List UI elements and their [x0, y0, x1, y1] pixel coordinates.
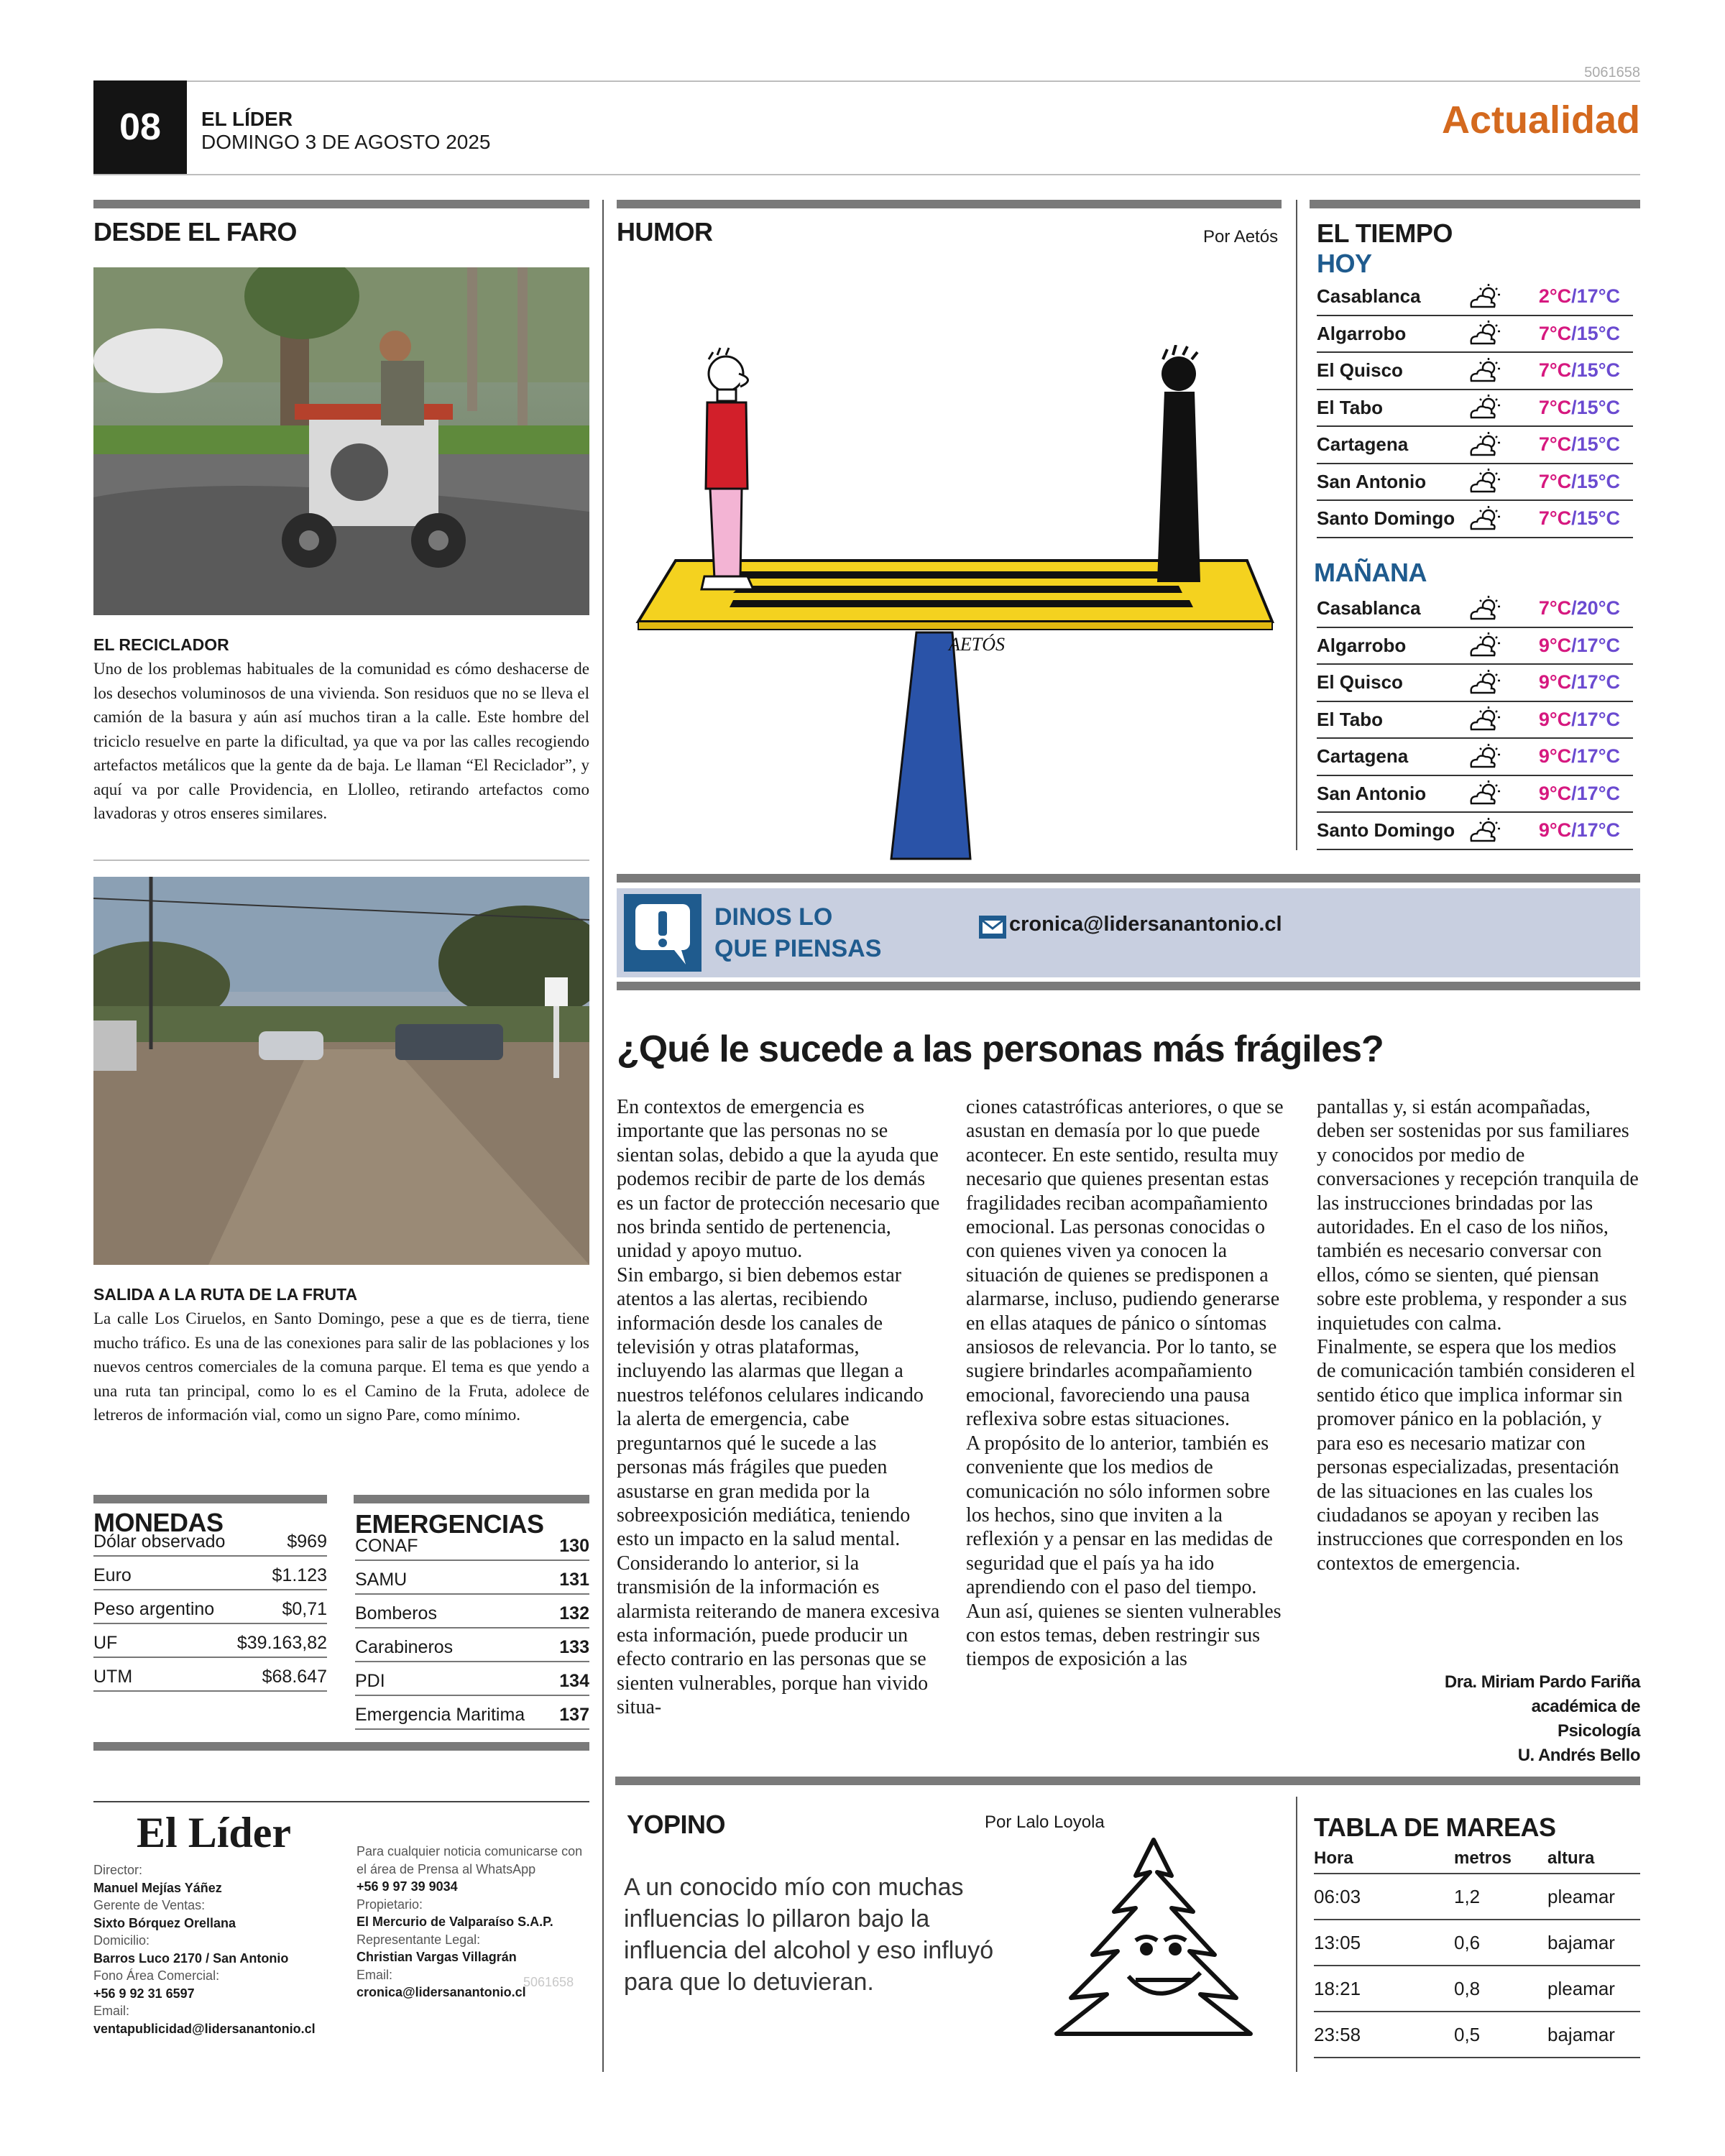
whatsapp-intro: Para cualquier noticia comunicarse con el área de Prensa al WhatsApp — [356, 1844, 583, 1876]
temp-max: /15°C — [1571, 322, 1620, 344]
weather-temperature — [1539, 709, 1633, 731]
column-divider — [1296, 1797, 1297, 2072]
partly-sunny-icon — [1464, 505, 1507, 533]
temp-min: 9°C — [1538, 819, 1572, 842]
weather-temperature — [1539, 397, 1633, 419]
temp-max: /17°C — [1571, 745, 1620, 768]
emergencia-row — [355, 1595, 589, 1628]
humor-cartoon — [632, 345, 1279, 862]
weather-row — [1317, 464, 1633, 502]
moneda-value: $969 — [287, 1531, 327, 1552]
partly-sunny-icon — [1464, 668, 1507, 697]
tide-type: bajamar — [1547, 1931, 1615, 1953]
partly-sunny-icon — [1464, 705, 1507, 734]
tide-type: bajamar — [1547, 2023, 1615, 2045]
weather-city: El Quisco — [1317, 359, 1403, 382]
manana-label: MAÑANA — [1314, 558, 1427, 587]
mareas-rows — [1314, 1874, 1640, 2058]
weather-city: Algarrobo — [1317, 322, 1407, 344]
emergencia-row — [355, 1534, 589, 1561]
yopino-text: A un conocido mío con muchas influencias lo pillaron bajo la influencia del alcohol y eso influyó para que lo detuvieran. — [624, 1874, 994, 1996]
paragraph: Considerando lo anterior, si la transmisión de la información es alarmista reiterando de manera excesiva esta información, puede producir un efecto contrario en las personas que se sienten vulnerables, porque han vivido situa- — [617, 1552, 940, 1719]
moneda-label: Peso argentino — [93, 1599, 215, 1619]
weather-city: Santo Domingo — [1317, 507, 1455, 530]
weather-temperature — [1539, 323, 1633, 345]
temp-max: /17°C — [1571, 782, 1620, 804]
watermark: 5061658 — [523, 1975, 574, 1989]
monedas-table — [93, 1529, 327, 1692]
article-column-3 — [1317, 1095, 1640, 1575]
yopino-tree-drawing — [1028, 1833, 1279, 2048]
monedas-row — [93, 1590, 327, 1624]
tide-row — [1314, 1966, 1640, 2012]
weather-row — [1317, 702, 1633, 740]
mareas-table — [1314, 1844, 1640, 2058]
weather-temperature — [1539, 507, 1633, 530]
staff-value: Barros Luco 2170 / San Antonio — [93, 1950, 289, 1966]
weather-temperature — [1539, 359, 1633, 382]
hoy-label: HOY — [1317, 249, 1372, 278]
feedback-email[interactable]: cronica@lidersanantonio.cl — [1009, 913, 1282, 936]
temp-max: /17°C — [1571, 634, 1620, 656]
paragraph: Sin embargo, si bien debemos estar atentos a las alertas, recibiendo información desde los canales de televisión y otras plataformas, incluyendo las alarmas que llegan a nuestros teléfonos celulares indicando la alerta de emergencia, cabe preguntarnos qué le sucede a las personas más frágiles que pueden asustarse en gran medida por la sobreexposición mediática, teniendo esto un impacto en la salud mental. — [617, 1263, 924, 1551]
partly-sunny-icon — [1464, 594, 1507, 623]
weather-city: Santo Domingo — [1317, 819, 1455, 842]
weather-temperature — [1539, 635, 1633, 657]
temp-min: 2°C — [1538, 285, 1572, 308]
mareas-title: TABLA DE MAREAS — [1314, 1812, 1556, 1842]
author-name: Dra. Miriam Pardo Fariña — [1444, 1672, 1640, 1692]
staff-value: Manuel Mejías Yáñez — [93, 1880, 222, 1895]
contact-label: Propietario: — [356, 1897, 423, 1912]
emergencia-row — [355, 1696, 589, 1730]
temp-min: 7°C — [1538, 359, 1572, 382]
temp-max: /17°C — [1571, 671, 1620, 694]
header-altura: altura — [1547, 1848, 1595, 1868]
tide-time: 06:03 — [1314, 1885, 1361, 1907]
tide-row — [1314, 2012, 1640, 2058]
emergencia-number: 130 — [559, 1536, 589, 1556]
weather-row — [1317, 665, 1633, 702]
moneda-value: $68.647 — [262, 1667, 327, 1687]
mail-icon — [979, 916, 1006, 939]
temp-min: 7°C — [1538, 322, 1572, 344]
partly-sunny-icon — [1464, 282, 1507, 311]
emergencia-number: 133 — [559, 1637, 589, 1657]
emergencia-label: CONAF — [355, 1536, 418, 1556]
weather-row — [1317, 316, 1633, 354]
weather-city: Cartagena — [1317, 433, 1409, 456]
emergencias-title: EMERGENCIAS — [355, 1509, 544, 1539]
tide-height: 0,8 — [1454, 1977, 1481, 1999]
emergencia-row — [355, 1662, 589, 1696]
weather-temperature — [1539, 783, 1633, 805]
weather-temperature — [1539, 597, 1633, 619]
emergencia-number: 137 — [559, 1705, 589, 1725]
road-caption-title: SALIDA A LA RUTA DE LA FRUTA — [93, 1285, 358, 1304]
emergencia-number: 132 — [559, 1603, 589, 1623]
weather-row — [1317, 813, 1633, 850]
partly-sunny-icon — [1464, 631, 1507, 660]
moneda-value: $1.123 — [272, 1565, 327, 1585]
section-bar — [617, 982, 1640, 990]
column-divider — [602, 200, 604, 2072]
article-column-1 — [617, 1095, 940, 1720]
recycler-caption-title: EL RECICLADOR — [93, 635, 229, 654]
article-column-2 — [966, 1095, 1289, 1672]
dinos-heading — [714, 901, 881, 964]
road-caption-text: La calle Los Ciruelos, en Santo Domingo, pese a que es de tierra, tiene mucho tráfico. Es una de las conexiones para salir de las poblaciones y los nuevos centros comerciales de la comuna parque. El tema es que yendo a una ruta tan principal, como lo es el Camino de la Fruta, adolece de letreros de información vial, como un signo Pare, como mínimo. — [93, 1309, 589, 1424]
tide-height: 1,2 — [1454, 1885, 1481, 1907]
weather-row — [1317, 776, 1633, 814]
header-metros: metros — [1454, 1848, 1512, 1868]
weather-row — [1317, 628, 1633, 665]
temp-min: 7°C — [1538, 470, 1572, 492]
weather-temperature — [1539, 745, 1633, 768]
masthead-logo: El Líder — [137, 1809, 292, 1856]
weather-city: El Quisco — [1317, 671, 1403, 694]
weather-row — [1317, 739, 1633, 776]
mareas-header-row — [1314, 1844, 1640, 1874]
weather-city: Casablanca — [1317, 285, 1421, 308]
partly-sunny-icon — [1464, 779, 1507, 808]
emergencia-label: Carabineros — [355, 1637, 454, 1657]
dinos-line2: QUE PIENSAS — [714, 935, 882, 962]
temp-max: /17°C — [1571, 819, 1620, 842]
author-university: U. Andrés Bello — [1517, 1746, 1640, 1765]
paper-name: EL LÍDER — [201, 108, 293, 130]
page-number: 08 — [93, 80, 187, 174]
staff-label: Email: — [93, 2004, 130, 2018]
section-bar — [93, 200, 589, 208]
humor-byline: Por Aetós — [1203, 227, 1279, 247]
author-role: académica de — [1531, 1697, 1640, 1716]
desde-el-faro-title: DESDE EL FARO — [93, 217, 297, 247]
humor-title: HUMOR — [617, 217, 713, 247]
weather-row — [1317, 501, 1633, 538]
tide-type: pleamar — [1547, 1885, 1615, 1907]
staff-label: Fono Área Comercial: — [93, 1968, 220, 1983]
author-field: Psicología — [1557, 1721, 1640, 1741]
contact-label: Representante Legal: — [356, 1932, 481, 1947]
paragraph: En contextos de emergencia es importante que las personas no se sientan solas, debido a que la ayuda que podemos recibir de parte de los demás es un factor de protección necesario que nos brinda sentido de pertenencia, unidad y apoyo mutuo. — [617, 1096, 940, 1263]
temp-min: 9°C — [1538, 708, 1572, 730]
emergencia-label: Bomberos — [355, 1603, 437, 1623]
temp-max: /15°C — [1571, 396, 1620, 418]
temp-min: 9°C — [1538, 634, 1572, 656]
temp-max: /17°C — [1571, 285, 1620, 308]
tide-time: 23:58 — [1314, 2023, 1361, 2045]
recycler-caption-text: Uno de los problemas habituales de la comunidad es cómo deshacerse de los desechos voluminosos de una vivienda. Son residuos que no se lleva el camión de la basura y aún así muchos tiran a la calle. Este hombre del triciclo resuelve en parte la dificultad, ya que va por las calles recogiendo artefactos metálicos que la gente da de baja. Le llaman “El Reciclador”, y aquí va por calle Providencia, en Llolleo, retirando artefactos como lavadoras y otros enseres similares. — [93, 660, 589, 822]
masthead-staff — [93, 1861, 338, 2037]
staff-label: Domicilio: — [93, 1933, 150, 1948]
contact-value: Christian Vargas Villagrán — [356, 1950, 517, 1964]
header-top-rule — [93, 80, 1640, 82]
moneda-label: Dólar observado — [93, 1531, 226, 1552]
emergencia-label: SAMU — [355, 1570, 408, 1590]
article-title: ¿Qué le sucede a las personas más frágiles? — [617, 1028, 1384, 1070]
tide-row — [1314, 1920, 1640, 1966]
recycler-photo — [93, 267, 589, 615]
partly-sunny-icon — [1464, 430, 1507, 459]
monedas-row — [93, 1658, 327, 1692]
section-title: Actualidad — [1441, 98, 1640, 142]
publication-date: DOMINGO 3 DE AGOSTO 2025 — [201, 131, 491, 153]
whatsapp-number: +56 9 97 39 9034 — [356, 1879, 458, 1894]
paragraph: pantallas y, si están acompañadas, deben ser sostenidas por sus familiares y conocidos por medio de conversaciones y recepción tranquila de las instrucciones brindadas por las autoridades. En el caso de los niños, también es necesario conversar con ellos, cómo se sienten, qué piensan sobre este problema, y responder a sus inquietudes con calma. — [1317, 1096, 1639, 1335]
emergencia-label: PDI — [355, 1671, 385, 1691]
monedas-row — [93, 1557, 327, 1590]
emergencias-table — [355, 1534, 589, 1730]
moneda-label: Euro — [93, 1565, 132, 1585]
temp-max: /15°C — [1571, 470, 1620, 492]
temp-min: 7°C — [1538, 433, 1572, 456]
reference-id: 5061658 — [1584, 65, 1640, 80]
yopino-byline: Por Lalo Loyola — [985, 1812, 1105, 1832]
weather-city: El Tabo — [1317, 396, 1383, 418]
header-bottom-rule — [93, 174, 1640, 175]
yopino-title: YOPINO — [627, 1810, 726, 1839]
emergencia-row — [355, 1561, 589, 1595]
section-bar — [1310, 200, 1640, 208]
partly-sunny-icon — [1464, 467, 1507, 496]
staff-value: ventapublicidad@lidersanantonio.cl — [93, 2021, 316, 2036]
tide-height: 0,5 — [1454, 2023, 1481, 2045]
paragraph: ciones catastróficas anteriores, o que se asustan en demasía por lo que puede acontecer. En este sentido, resulta muy necesario que quienes presentan estas fragilidades reciban acompañamiento emocional. Las personas conocidas o con quienes viven ya conocen la situación de quienes se predisponen a alarmarse, incluso, pudiendo generarse en ellas ataques de pánico o síntomas ansiosos de relevancia. Por lo tanto, se sugiere brindarles acompañamiento emocional, favoreciendo una pausa reflexiva sobre estas situaciones. — [966, 1096, 1284, 1431]
tide-time: 18:21 — [1314, 1977, 1361, 1999]
contact-value: El Mercurio de Valparaíso S.A.P. — [356, 1915, 553, 1929]
temp-max: /15°C — [1571, 359, 1620, 382]
weather-city: San Antonio — [1317, 782, 1427, 804]
partly-sunny-icon — [1464, 356, 1507, 385]
temp-min: 7°C — [1538, 396, 1572, 418]
dinos-line1: DINOS LO — [714, 903, 833, 931]
staff-value: +56 9 92 31 6597 — [93, 1986, 195, 2001]
paragraph: Finalmente, se espera que los medios de comunicación también consideren el sentido ético que implica informar sin promover pánico en la población, y para eso es necesario matizar con personas especializadas, presentación de las situaciones en las cuales los ciudadanos se apoyan y reciben las instrucciones que corresponden en los contextos de emergencia. — [1317, 1336, 1636, 1575]
weather-row — [1317, 279, 1633, 316]
weather-temperature — [1539, 471, 1633, 493]
moneda-label: UF — [93, 1633, 118, 1653]
weather-city: San Antonio — [1317, 470, 1427, 492]
moneda-label: UTM — [93, 1667, 133, 1687]
temp-max: /15°C — [1571, 507, 1620, 530]
weather-today-table — [1317, 279, 1633, 538]
masthead-rule — [93, 1801, 589, 1802]
temp-min: 9°C — [1538, 745, 1572, 768]
weather-temperature — [1539, 671, 1633, 694]
tide-type: pleamar — [1547, 1977, 1615, 1999]
partly-sunny-icon — [1464, 319, 1507, 348]
temp-min: 9°C — [1538, 671, 1572, 694]
weather-row — [1317, 591, 1633, 628]
emergencias-bar — [354, 1495, 589, 1503]
monedas-row — [93, 1529, 327, 1557]
weather-city: Casablanca — [1317, 597, 1421, 619]
contact-label: Email: — [356, 1967, 393, 1982]
monedas-title: MONEDAS — [93, 1508, 224, 1537]
section-bar — [617, 874, 1640, 883]
temp-max: /15°C — [1571, 433, 1620, 456]
monedas-bar — [93, 1495, 327, 1503]
emergencia-number: 134 — [559, 1671, 589, 1691]
monedas-row — [93, 1624, 327, 1658]
feedback-icon — [624, 894, 702, 972]
article-author — [1445, 1670, 1640, 1768]
weather-tomorrow-table — [1317, 591, 1633, 850]
tiempo-title: EL TIEMPO — [1317, 218, 1453, 248]
emergencia-row — [355, 1628, 589, 1662]
tide-height: 0,6 — [1454, 1931, 1481, 1953]
weather-city: Algarrobo — [1317, 634, 1407, 656]
partly-sunny-icon — [1464, 816, 1507, 845]
weather-temperature — [1539, 433, 1633, 456]
moneda-value: $0,71 — [282, 1599, 327, 1619]
section-bar — [615, 1777, 1640, 1785]
section-bar — [93, 1742, 589, 1751]
tide-time: 13:05 — [1314, 1931, 1361, 1953]
emergencia-label: Emergencia Maritima — [355, 1705, 525, 1725]
temp-max: /20°C — [1571, 597, 1620, 619]
temp-min: 7°C — [1538, 507, 1572, 530]
staff-value: Sixto Bórquez Orellana — [93, 1915, 236, 1930]
cartoon-signature: AETÓS — [949, 634, 1005, 655]
section-bar — [617, 200, 1282, 208]
weather-city: El Tabo — [1317, 708, 1383, 730]
weather-row — [1317, 353, 1633, 390]
temp-min: 7°C — [1538, 597, 1572, 619]
column-divider — [1296, 200, 1297, 850]
weather-temperature — [1539, 285, 1633, 308]
temp-max: /17°C — [1571, 708, 1620, 730]
emergencia-number: 131 — [559, 1570, 589, 1590]
dirt-road-photo — [93, 877, 589, 1265]
tide-row — [1314, 1874, 1640, 1920]
header-hora: Hora — [1314, 1848, 1353, 1868]
weather-city: Cartagena — [1317, 745, 1409, 768]
weather-temperature — [1539, 819, 1633, 842]
contact-value: cronica@lidersanantonio.cl — [356, 1985, 526, 1999]
partly-sunny-icon — [1464, 393, 1507, 422]
staff-label: Gerente de Ventas: — [93, 1898, 206, 1912]
temp-min: 9°C — [1538, 782, 1572, 804]
staff-label: Director: — [93, 1863, 143, 1877]
partly-sunny-icon — [1464, 742, 1507, 771]
weather-row — [1317, 390, 1633, 428]
paragraph: A propósito de lo anterior, también es conveniente que los medios de comunicación no sólo informen sobre los hechos, sino que inviten a la reflexión y a pensar en las medidas de seguridad que el país ya ha ido aprendiendo con el paso del tiempo. Aun así, quienes se sienten vulnerables con estos temas, deben restringir sus tiempos de exposición a las — [966, 1432, 1282, 1671]
moneda-value: $39.163,82 — [236, 1633, 327, 1653]
divider — [93, 860, 589, 861]
weather-row — [1317, 427, 1633, 464]
